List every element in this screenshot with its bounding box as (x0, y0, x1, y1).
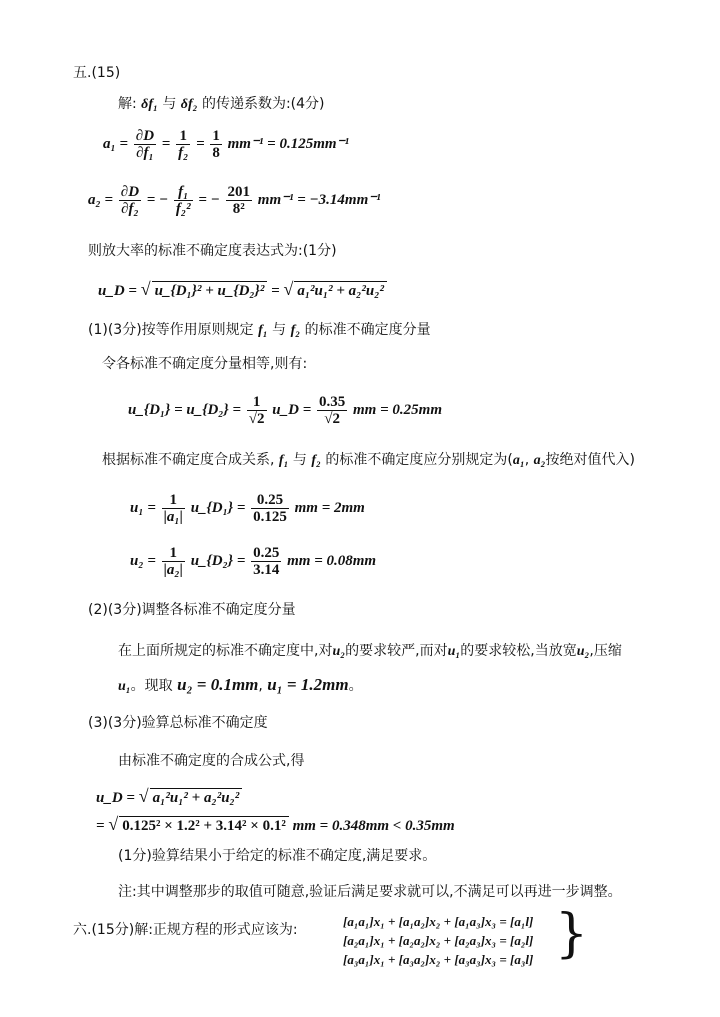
note-line: 注:其中调整那步的取值可随意,验证后满足要求就可以,不满足可以再进一步调整。 (118, 884, 622, 900)
sqrt-icon: √ (108, 814, 119, 834)
adjust-p1: 在上面所规定的标准不确定度中,对 (118, 643, 333, 659)
uD12-rhs: mm = 0.25mm (353, 401, 442, 418)
a1-f2-num: 1 (212, 128, 220, 144)
step-2-line: (2)(3分)调整各标准不确定度分量 (88, 602, 296, 618)
equation-check-1 (96, 787, 242, 807)
equation-uD (98, 280, 387, 300)
check1-lhs: u_D = (96, 790, 135, 806)
compose-prefix: 根据标准不确定度合成关系, (102, 452, 275, 468)
compose-a2: a₂ (533, 453, 546, 468)
u2-den: |a₂| (163, 562, 183, 578)
a2-rhs: mm⁻¹ = −3.14mm⁻¹ (257, 191, 381, 208)
a1-rhs: mm⁻¹ = 0.125mm⁻¹ (227, 135, 349, 152)
normal-equation-row: [a₃a₁]x₁ + [a₃a₂]x₂ + [a₃a₃]x₃ = [a₃l] (343, 952, 534, 967)
uD12-den: √2 (248, 411, 265, 427)
a2-eq3: = − (198, 191, 220, 208)
u1-lhs: u₁ = (130, 499, 156, 516)
a1-partial-fraction (134, 128, 156, 161)
a1-f-num: 1 (176, 128, 190, 145)
u2-num2: 0.25 (253, 545, 280, 561)
u1-den2: 0.125 (253, 509, 287, 525)
step-1-line (88, 321, 431, 340)
a2-f2-den: 8² (232, 201, 245, 217)
uD-lhs: u_D = (98, 283, 137, 299)
u2-fraction-2 (251, 545, 281, 578)
check1-root: a₁²u₁² + a₂²u₂² (150, 788, 243, 807)
u1-rhs: mm = 2mm (294, 499, 365, 516)
equation-u1 (130, 492, 365, 525)
uD12-mid: u_D = (272, 401, 312, 418)
step1-f2: f₂ (290, 323, 301, 338)
uD-root-1: u_{D₁}² + u_{D₂}² (152, 281, 268, 300)
u2-rhs: mm = 0.08mm (287, 552, 377, 569)
compose-a1: a₁ (512, 453, 525, 468)
right-brace: } (555, 904, 589, 964)
adjust-end: 。 (348, 678, 363, 694)
check2-rhs: mm = 0.348mm < 0.35mm (292, 818, 455, 834)
check2-root: 0.125² × 1.2² + 3.14² × 0.1² (119, 816, 289, 835)
a1-lhs: a₁ = (103, 135, 129, 152)
compose-suffix: 按绝对值代入) (545, 452, 635, 468)
step1-f1: f₁ (258, 323, 268, 338)
intro-line (118, 95, 325, 114)
a1-fraction-2 (176, 128, 190, 161)
u1-den: |a₁| (163, 509, 183, 525)
a2-partial-fraction (119, 184, 141, 217)
sqrt-icon: √ (138, 786, 149, 806)
adjust-u1a: u₁ (447, 644, 461, 659)
u1-num: 1 (162, 492, 185, 509)
uD12-fraction-1 (247, 394, 267, 427)
equation-a1 (103, 128, 349, 161)
u2-fraction-1 (162, 545, 185, 578)
adjust-comma: , (258, 678, 263, 694)
a2-f-num: f₁ (174, 184, 193, 201)
adjust-line-2 (118, 676, 363, 696)
normal-equations (343, 912, 533, 969)
a2-f-den: f₂² (175, 201, 191, 217)
compose-text2: 的标准不确定度应分别规定为( (325, 452, 513, 468)
compose-mid: 与 (292, 452, 307, 468)
intro-suffix: 的传递系数为:(4分) (201, 96, 325, 112)
amplification-line: 则放大率的标准不确定度表达式为:(1分) (88, 243, 337, 259)
a1-f2-den: 8 (212, 145, 220, 161)
intro-mid: 与 (162, 96, 177, 112)
a2-lhs: a₂ = (88, 191, 114, 208)
adjust-u1b: u₁ (118, 679, 131, 694)
sqrt-icon: √ (140, 279, 151, 299)
a2-fraction-3 (226, 184, 253, 217)
check2-eq: = (96, 818, 105, 834)
a1-fraction-3 (210, 128, 222, 161)
normal-equation-row: [a₁a₁]x₁ + [a₁a₂]x₂ + [a₁a₃]x₃ = [a₁l] (343, 914, 534, 929)
equation-u2 (130, 545, 376, 578)
compose-f2: f₂ (311, 453, 321, 468)
u1-mid: u_{D₁} = (190, 499, 246, 516)
a1-partial-num: ∂D (135, 128, 155, 144)
adjust-line-1 (118, 642, 622, 661)
section-5-heading: 五.(15) (73, 65, 121, 81)
step-3-line: (3)(3分)验算总标准不确定度 (88, 715, 268, 731)
adjust-u2b: u₂ (576, 644, 590, 659)
a2-fraction-2 (174, 184, 193, 217)
uD-eq: = (271, 283, 280, 299)
compose-f1: f₁ (278, 453, 289, 468)
compose-comma: , (524, 452, 530, 468)
adjust-p5: 。现取 (130, 678, 173, 694)
a2-partial-num: ∂D (120, 184, 140, 200)
u2-mid: u_{D₂} = (190, 552, 246, 569)
u1-num2: 0.25 (251, 492, 289, 509)
delta-f1: δf₁ (141, 97, 158, 112)
u2-lhs: u₂ = (130, 552, 156, 569)
a2-f2-num: 201 (227, 184, 251, 200)
equal-line: 令各标准不确定度分量相等,则有: (102, 356, 308, 372)
u1-fraction-1 (162, 492, 185, 525)
u2-num: 1 (162, 545, 185, 562)
a2-partial-den: ∂f₂ (121, 201, 139, 217)
compose-line (102, 451, 635, 470)
uD12-num: 1 (247, 394, 267, 411)
uD12-num2: 0.35 (319, 394, 346, 410)
step1-prefix: (1)(3分)按等作用原则规定 (88, 322, 254, 338)
uD12-den2: √2 (324, 411, 340, 427)
uD-root-2: a₁²u₁² + a₂²u₂² (294, 281, 387, 300)
equation-a2 (88, 184, 381, 217)
equation-uD12 (128, 394, 442, 427)
adjust-u2a: u₂ (332, 644, 346, 659)
u2-den2: 3.14 (253, 562, 280, 578)
a1-f-den: f₂ (178, 145, 189, 161)
step1-suffix: 的标准不确定度分量 (304, 322, 431, 338)
normal-equation-row: [a₂a₁]x₁ + [a₂a₂]x₂ + [a₂a₃]x₃ = [a₂l] (343, 933, 534, 948)
adjust-p2: 的要求较严,而对 (345, 643, 448, 659)
u1-fraction-2 (251, 492, 289, 525)
formula-line: 由标准不确定度的合成公式,得 (118, 753, 305, 769)
adjust-u2val: u₂ = 0.1mm (177, 675, 259, 694)
adjust-u1val: u₁ = 1.2mm (267, 675, 349, 694)
uD12-lhs: u_{D₁} = u_{D₂} = (128, 401, 242, 418)
intro-prefix: 解: (118, 96, 137, 112)
uD12-fraction-2 (317, 394, 347, 427)
adjust-p4: ,压缩 (589, 643, 622, 659)
result-line: (1分)验算结果小于给定的标准不确定度,满足要求。 (118, 848, 437, 864)
delta-f2: δf₂ (180, 97, 198, 112)
a1-partial-den: ∂f₁ (136, 145, 154, 161)
equation-check-2 (96, 815, 455, 835)
adjust-p3: 的要求较松,当放宽 (460, 643, 577, 659)
step1-mid: 与 (272, 322, 287, 338)
a1-eq2: = (161, 135, 171, 152)
a1-eq3: = (196, 135, 205, 152)
a2-eq2: = − (146, 191, 169, 208)
section-6-heading: 六.(15分)解:正规方程的形式应该为: (73, 922, 298, 938)
sqrt-icon: √ (283, 279, 294, 299)
